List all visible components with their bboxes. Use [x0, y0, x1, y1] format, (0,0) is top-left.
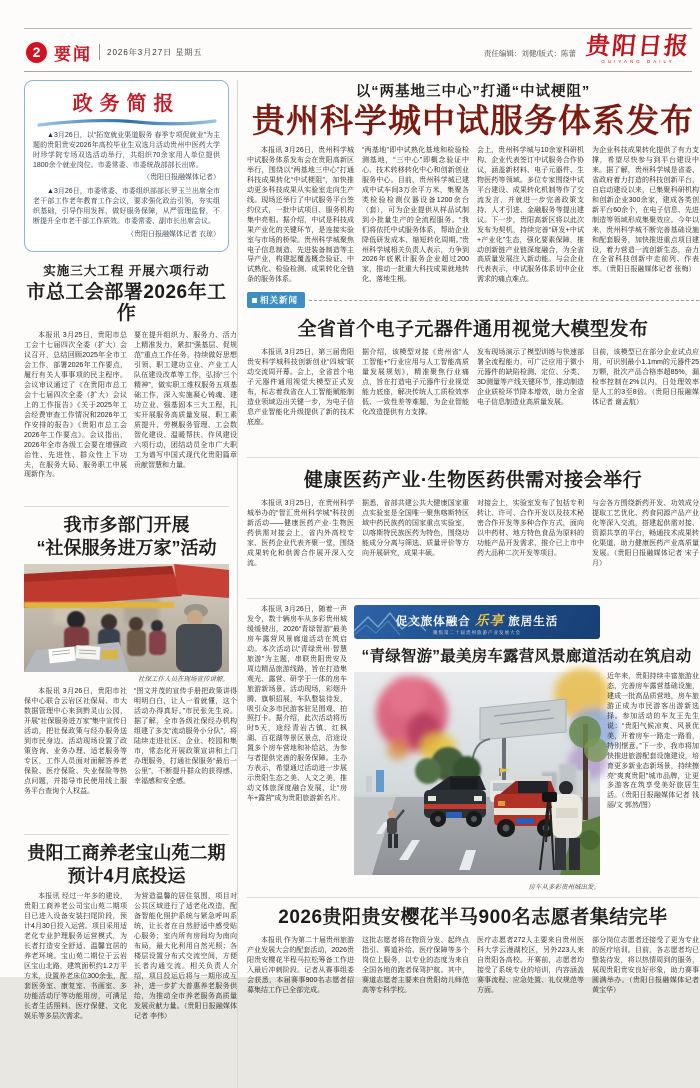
article-medicine [247, 465, 699, 591]
banner-highlight: 乐享 [475, 613, 504, 628]
lead-kicker: 以“两基地三中心”打通“中试梗阻” [247, 80, 699, 101]
article-body-col: “两基地”即中试熟化基地和检验检测基地，“三中心”即概念验证中心、技术转移转化中心和创新创业服务中心。目前，贵州科学城已建成中试车间3万余平方米，集聚各类检验检测仪器设备1200余台（套），可为企业提供从样品试制到小批量生产的全流程服务。“我们将依托中试服务体系，帮助企业降低研发成本、缩短转化周期。”贵州科学城相关负责人表示，力争到2026年底累计服务企业超过200家，推动一批重大科技成果就地转化、落地生根。 [362, 146, 469, 284]
article-body-col: 会上，贵州科学城与10余家科研机构、企业代表签订中试服务合作协议，涵盖新材料、电子元器件、生物医药等领域。多位专家围绕中试平台建设、成果转化机制等作了交流发言，并就进一步完善政策支持、人才引进、金融服务等提出建议。下一步，贵阳高新区将以此次发布为契机，持续完善“研发+中试+产业化”生态，强化要素保障，推动创新链产业链深度融合，为全省高质量发展注入新动能。与会企业代表表示，中试服务体系切中企业需求的痛点难点。 [477, 146, 584, 284]
article-body-col: 本报讯 3月25日，在贵州科学城举办的“智汇贵州科学城”科技创新活动——健康医药产业·生物医药供需对接会上，省内外高校专家、医药企业代表齐聚一堂，围绕成果转化和供需合作展开深入交流。 [247, 499, 354, 591]
article-separator [247, 457, 699, 458]
briefing-item: ▲3月26日，市委常委、市委组织部部长罗玉兰出席全市老干部工作老年教育工作会议，要求强化政治引领，夯实组织基础，引导作用发挥，做好服务保障，从严管理监督，不断提升全市老干部工作质效。市委常委、副市长出席会议。 [33, 187, 220, 228]
page-header [24, 28, 692, 72]
square-bullet-icon [252, 298, 257, 303]
article-body-col: 医疗志愿者272人主要来自贵州医科大学云漫湖校区，另外223人来自贵阳各高校。开赛前，志愿者均接受了系统专业的培训，内容涵盖赛事流程、应急处置、礼仪规范等方面。 [477, 936, 584, 1014]
swoosh-decoration-icon [37, 117, 217, 127]
article-body-col: 本报讯 3月26日，贵阳市社保中心联合云岩区社保局、市大数据管理中心来到黔灵山公园，开展“社保服务进万家”集中宣传日活动，把社保政策与经办服务送到市民身边。活动现场设置了政策咨询、业务办理、适老服务等专区，工作人员面对面解答养老保险、医疗保险、失业保险等热点问题，并指导市民使用线上服务平台查询个人权益。 [24, 687, 127, 827]
briefing-title: 政务简报 [33, 87, 220, 116]
page-number-badge: 2 [26, 42, 47, 63]
article-headline: 全省首个电子元器件通用视觉大模型发布 [247, 314, 699, 341]
briefing-byline: （贵阳日报融媒体记者） [33, 172, 220, 182]
related-news-chip [247, 292, 305, 308]
article-body-col: 部分岗位志愿者还接受了更为专业的医疗培训。目前，各志愿者均已整装待发，将以热情周到的服务，展现贵阳贵安良好形象，助力赛事圆满举办。（贵阳日报融媒体记者 黄宝华） [592, 936, 699, 1014]
article-body-col: 近年来，贵阳持续丰富旅游业态，完善房车露营基础设施，建成一批高品质营地，房车旅游正成为市民游客出游新选择。参加活动的车友王先生说：“贵阳气候凉爽、风景优美，开着房车一路走一路看，特别惬意。”下一步，我市将加快推进旅游配套设施建设，培育更多新业态新场景，持续擦亮“爽爽贵阳”城市品牌，让更多游客在筑享受美好旅居生活。（贵阳日报融媒体记者 钱丽/文 郭然/图） [607, 672, 699, 878]
lead-headline: 贵州科学城中试服务体系发布 [247, 104, 699, 139]
article-body-col: 要在提升组织力、服务力、活力上精准发力，紧扣“强基层、促规范”重点工作任务，持续做好思想引领、职工建功立业、产业工人队伍建设改革等工作，弘扬“三个精神”，做实职工维权服务五项基础工作，深入实施凝心铸魂、建功立业、强基固本三大工程，扎实开展服务高质量发展、职工素质提升、劳模服务管理、工会数智化建设、温暖帮扶、作风建设六项行动，团结动员全市广大职工为谱写中国式现代化贵阳篇章贡献智慧和力量。 [134, 331, 237, 499]
article-union [24, 261, 229, 500]
article-body-col: 本报讯 3月26日，随着一声发令，数十辆房车从多彩贵州城缓缓驶出，2026“青绿智游”最美房车露营风景廊道活动在筑启动。本次活动以“青绿贵州·智慧旅游”为主题，串联贵阳贵安及周边精品旅游线路，旨在打造集观光、露营、研学于一体的房车旅游新场景。活动现场，彩烟升腾、旗帜招展，车队整装待发，吸引众多市民游客驻足围观、拍照打卡。据介绍，此次活动将历时5天，途经青岩古镇、红枫湖、百花湖等景区景点，沿途设置多个房车营地和补给站，为参与者提供完善的服务保障。主办方表示，希望通过活动进一步展示贵阳生态之美、人文之美，推动文体旅深度融合发展，让“房车+露营”成为贵阳旅游新名片。 [247, 605, 347, 883]
article-kicker: 实施三大工程 开展六项行动 [24, 261, 229, 279]
issue-date: 2026年3月27日 星期五 [107, 47, 202, 58]
article-body-col: “图文并茂的宣传手册把政策讲得明明白白，让人一看就懂，这个活动办得真好。”市民张先生说。据了解，全市各级社保经办机构组建了多支“流动服务小分队”，将陆续走进社区、企业、校园和集市，常态化开展政策宣讲和上门办理服务，打通社保服务“最后一公里”，不断提升群众的获得感、幸福感和安全感。 [134, 687, 237, 827]
article-headline: “青绿智游”最美房车露营风景廊道活动在筑启动 [354, 644, 699, 666]
article-body-col: 据介绍，该模型对接《贵州省“人工智能+”行业应用与人工智能高质量发展规划》，精准聚焦行业痛点，旨在打造电子元器件行业视觉能力底座，解决传统人工质检效率低、一致性差等难题，为企业智能化改造提供有力支撑。 [362, 348, 469, 450]
related-news-band [247, 292, 699, 308]
article-body-col: 与会各方围绕新药开发、功效成分提取工艺优化、药食同源产品产业化等深入交流，搭建起供需对接、资源共享的平台，畅通技术成果转化渠道，助力健康医药产业高质量发展。（贵阳日报融媒体记者 宋子月） [592, 499, 699, 591]
briefing-byline: （贵阳日报融媒体记者 衣琼） [33, 229, 220, 239]
article-headline: 我市多部门开展 “社保服务进万家”活动 [24, 514, 229, 559]
article-body-col: 本报讯 作为第二十届贵州旅游产业发展大会的配套活动，2026贵阳贵安樱花半程马拉松筹备工作进入最后冲刺阶段。记者从赛事组委会获悉，本届赛事900名志愿者招募集结工作已全部完成。 [247, 936, 354, 1014]
article-body-col: 据悉，省部共建公共大健康国家重点实验室是全国唯一聚焦喀斯特区域中药民族药的国家重点实验室，以喀斯特民族医药为特色，围绕功能成分分离与筛选、质量评价等方向开展研究，成果丰硕。 [362, 499, 469, 591]
editor-credit: 责任编辑：刘健/版式：陈蕾 [484, 48, 576, 65]
article-body-col: 为企业科技成果转化提供了有力支撑，希望尽快参与到平台建设中来。据了解，贵州科学城是省委、省政府着力打造的科技创新平台，自启动建设以来，已集聚科研机构和创新企业300余家，建成各类创新平台60余个，在电子信息、先进制造等领域形成集聚效应。今年以来，贵州科学城不断完善基础设施和配套服务，加快推进重点项目建设，着力营造一流创新生态，奋力在全省科技创新中走前列、作表率。（贵阳日报融媒体记者 张梅） [592, 146, 699, 284]
article-headline: 贵阳工商养老宝山苑二期 预计4月底投运 [24, 842, 229, 887]
article-body-col: 目前，该模型已在部分企业试点应用，可识别最小1.1mm的元器件25万颗，批次产品合格率超85%，漏检率控制在2%以内，日处理效率是人工的3至8倍。（贵阳日报融媒体记者 谢孟航） [592, 348, 699, 450]
masthead [586, 34, 690, 65]
article-body-col: 本报讯 经过一年多的建设，贵阳工商养老公司宝山苑二期项目已进入设备安装扫尾阶段，预计4月30日投入运营。项目采用适老化专业护理服务运营模式，为长者打造安全舒适、温馨宜居的养老环境。宝山苑二期位于云岩区宝山北路，建筑面积约1.2万平方米，设置养老床位300余张，配套医务室、康复室、书画室、多功能活动厅等功能用房，可满足长者生活照料、医疗保健、文化娱乐等多层次需求。 [24, 892, 127, 1088]
article-body-col: 本报讯 3月26日，贵州科学城中试服务体系发布会在贵阳高新区举行，围绕以“两基地三中心”打通科技成果转化“中试梗阻”，加快推动更多科技成果从实验室走向生产线。现场还举行了中试服务平台签约仪式，一批中试项目、服务机构集中亮相。据介绍，中试是科技成果产业化的关键环节，是连接实验室与市场的桥梁。贵州科学城聚焦电子信息制造、先进装备制造等主导产业，构建起覆盖概念验证、中试熟化、检验检测、成果转化全链条的服务体系。 [247, 146, 354, 284]
article-body-col: 为营造温馨的居住氛围，项目对公共区域进行了适老化改造，配备智能化照护系统与紧急呼叫系统，让长者在自然舒适中感受贴心服务；室内所有房间均为南向布局，最大化利用自然光照；各楼层设置分布式交流空间，方便长者沟通交流。相关负责人介绍，项目投运后将与一期形成互补，进一步扩大普惠养老服务供给，为推动全市养老服务高质量发展贡献力量。（贵阳日报融媒体记者 李伟） [134, 892, 237, 1088]
article-marathon [247, 902, 699, 1014]
article-headline: 市总工会部署2026年工作 [24, 282, 229, 326]
article-nursing [24, 842, 229, 1088]
briefing-box [24, 80, 229, 252]
banner-slogan: 促文旅体融合 乐享 旅居生活 [354, 609, 600, 629]
article-body-col: 这批志愿者将在物资分发、起终点指引、赛道补给、医疗保障等多个岗位上服务，以专业的态度为来自全国各地的跑者保驾护航。其中，赛道志愿者主要来自贵阳幼儿师范高等专科学校。 [362, 936, 469, 1014]
photo-caption: 社保工作人员在现场宣传讲解。 [24, 674, 229, 683]
article-headline: 健康医药产业·生物医药供需对接会举行 [247, 465, 699, 492]
tourism-banner [354, 605, 600, 639]
article-headline: 2026贵阳贵安樱花半马900名志愿者集结完毕 [247, 902, 699, 929]
left-column [24, 80, 237, 1088]
article-model [247, 314, 699, 450]
shebao-event-photo [24, 564, 229, 672]
article-separator [247, 598, 699, 599]
article-separator [24, 834, 229, 835]
masthead-logo: 贵阳日报 [585, 34, 692, 58]
article-shebao [24, 514, 229, 827]
banner-subtitle: 聚焦第二十届贵州旅游产业发展大会 [354, 630, 600, 636]
rv-convoy-photo [354, 672, 600, 875]
article-body-col: 发布现场演示了模型训练与快速部署全流程能力，可广泛应用于微小元器件的缺陷检测、定位、分类、3D测量等产线关键环节，推动制造企业质检环节降本增效，助力全省电子信息制造业高质量发展。 [477, 348, 584, 450]
dashed-rule [309, 300, 699, 301]
main-column [237, 80, 699, 1088]
article-body-col: 本报讯 3月25日，第三届贵阳贵安科学城科技创新创业“四城”联动交流周开幕。会上，全省首个电子元器件通用视觉大模型正式发布，标志着我省在人工智能赋能制造业领域迈出关键一步，为电子信息产业智能化升级提供了新的技术底座。 [247, 348, 354, 450]
masthead-subtitle: GUIYANG DAILY [586, 60, 690, 65]
photo-caption: 房车从多彩贵州城出发。 [354, 882, 600, 891]
briefing-item: ▲3月26日，以“拓宽就业渠道服务 春季专项促就业”为主题的贵阳贵安2026年高校毕业生双选月活动贵州中医药大学时珍学院专场双选活动举行，共组织70余家用人单位提供1800余个就业岗位。市委常委、市委统战部部长出席。 [33, 131, 220, 172]
article-rv [247, 605, 699, 891]
article-lead [247, 80, 699, 285]
related-news-label: 相关新闻 [260, 294, 298, 306]
article-body-col: 本报讯 3月25日，贵阳市总工会十七届四次全委（扩大）会议召开，总结回顾2025年全市工会工作，部署2026年工作要点，履行有关人事事项的民主程序。会议审议通过了《在贵阳市总工会十七届四次全委（扩大）会议上的工作报告》《关于2025年工会经费审查工作情况和2026年工作安排的报告》《贵阳市总工会2026年工作要点》。会议指出，2026年全市各级工会要在增强政治性、先进性、群众性上下功夫，在服务大局、服务职工中展现新作为。 [24, 331, 127, 499]
section-title: 要闻 [54, 40, 92, 65]
article-body-col: 对接会上，实验室发布了包括专利转让、许可、合作开发以及技术秘密合作开发等多种合作方式，面向以中药材、地方特色食品为原料的功能产品开发需求，推介已上市中药大品种二次开发等项目。 [477, 499, 584, 591]
article-separator [24, 506, 229, 507]
article-separator [247, 897, 699, 898]
header-divider [99, 44, 100, 60]
